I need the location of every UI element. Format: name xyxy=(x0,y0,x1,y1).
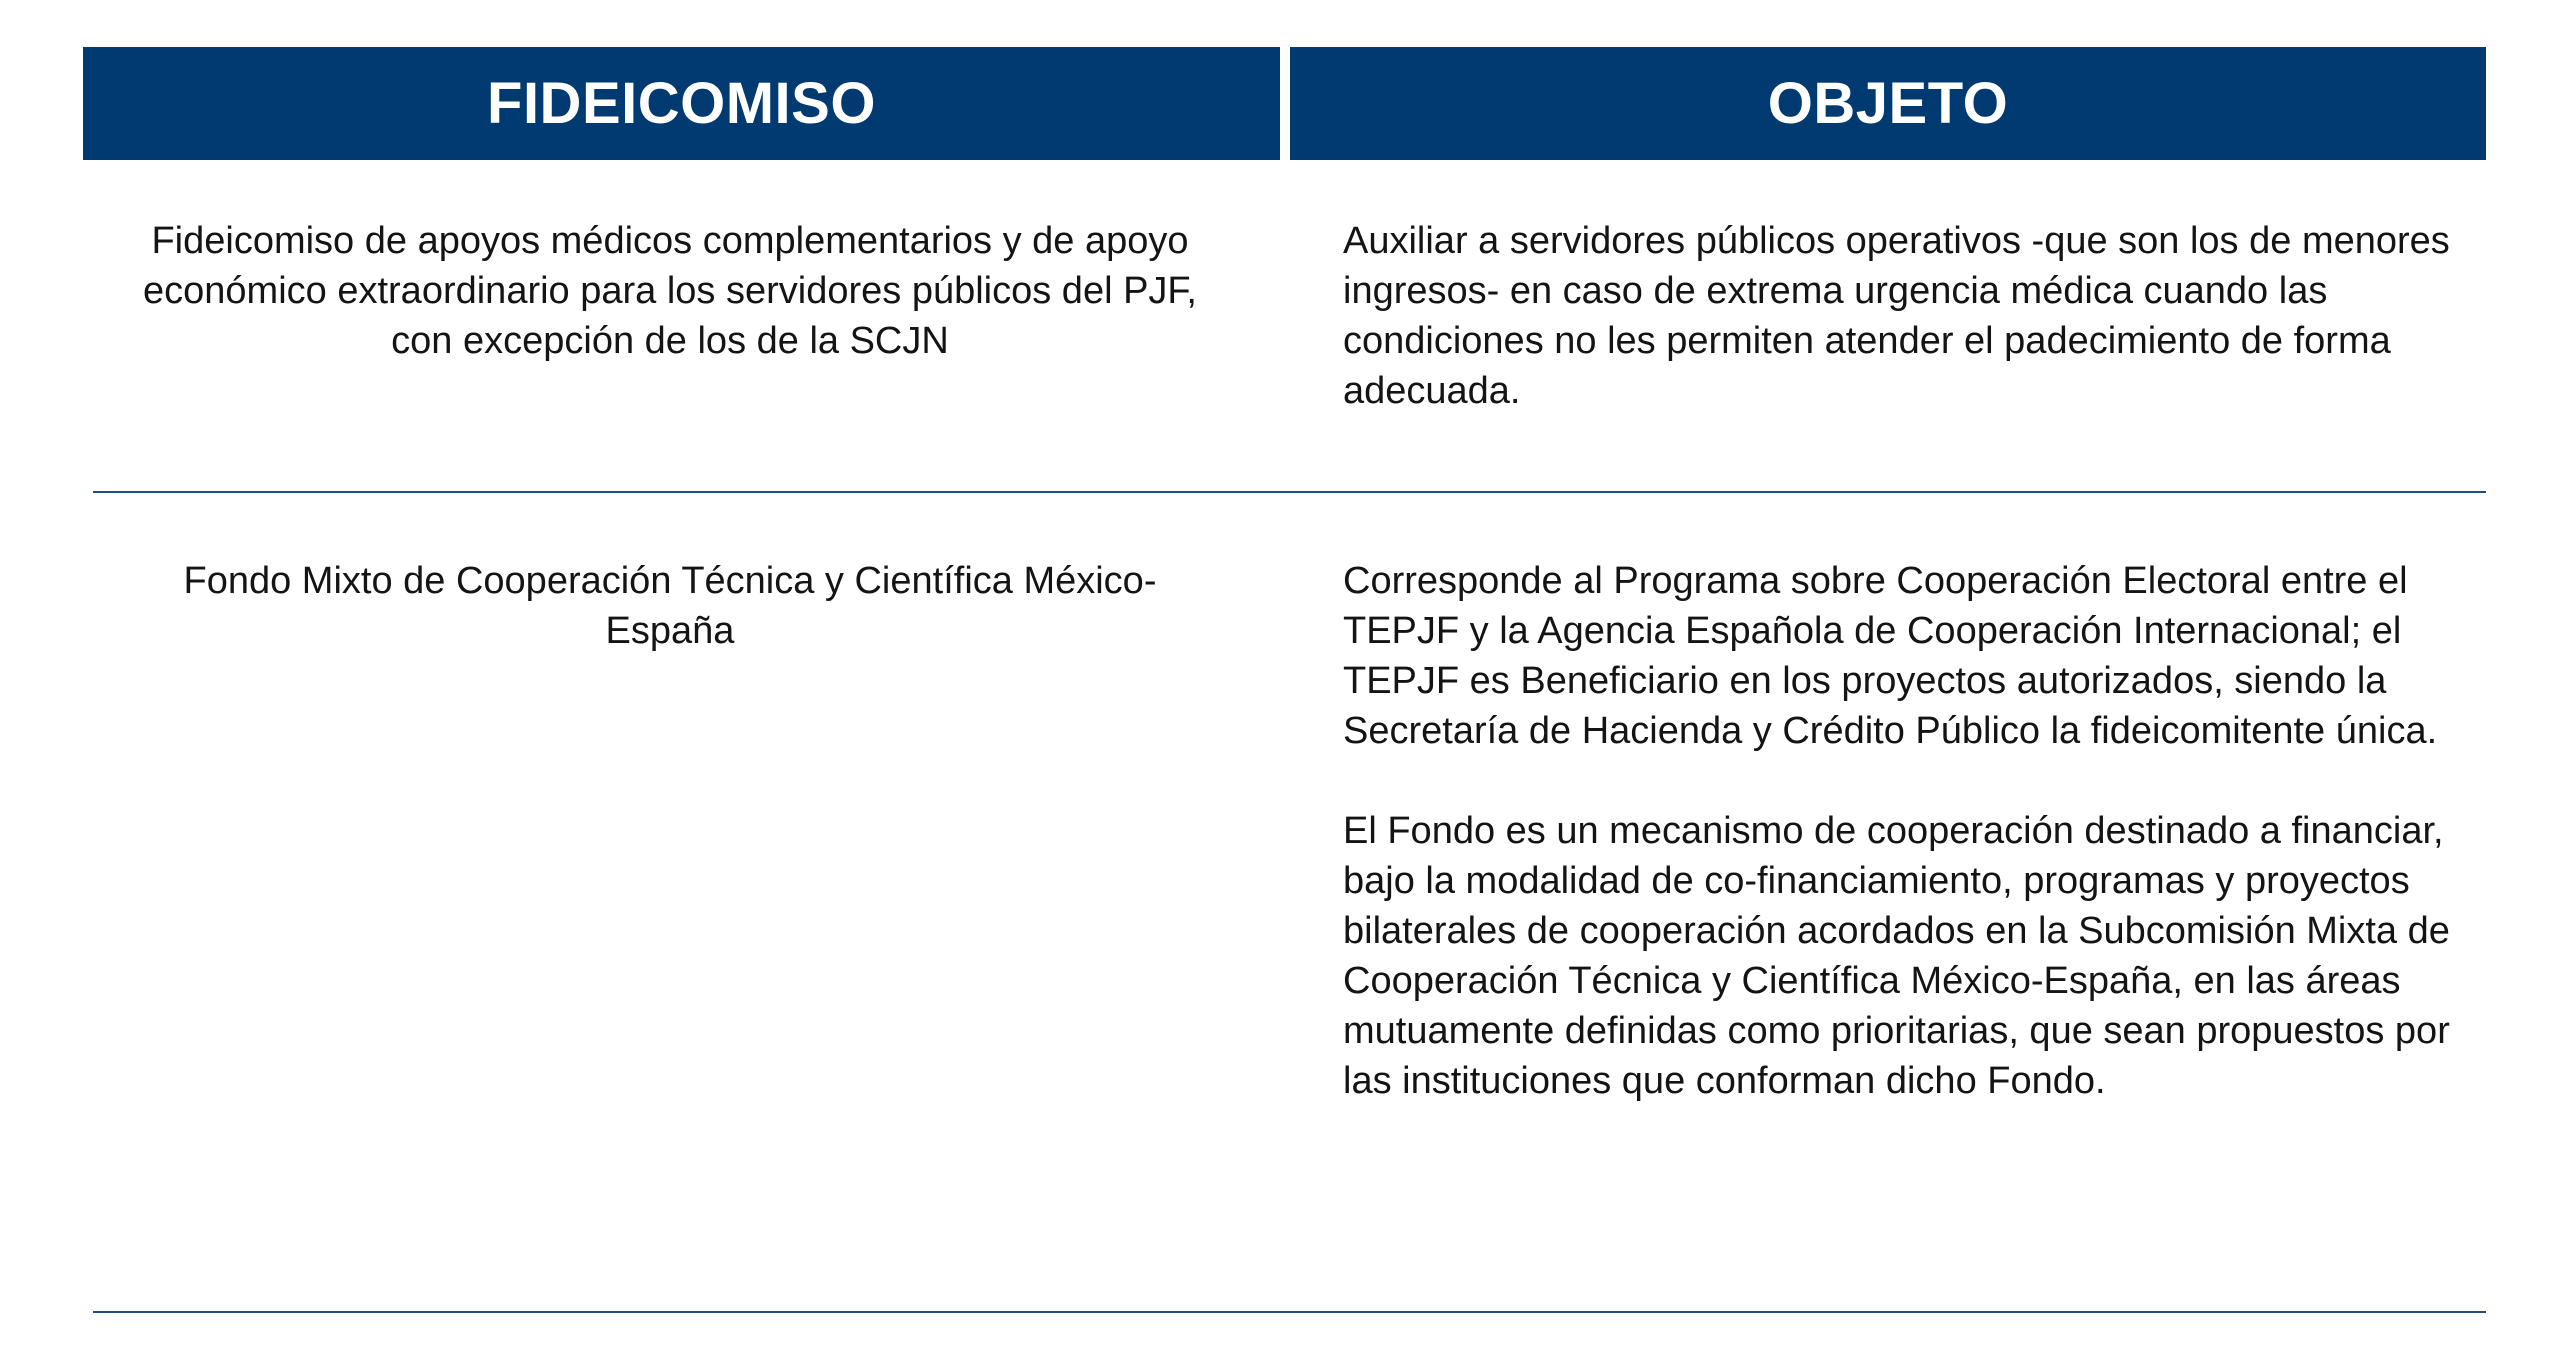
row-1-objeto-cell xyxy=(1343,216,2453,416)
row-divider xyxy=(93,491,2486,493)
row-2-objeto-cell xyxy=(1343,556,2453,1106)
objeto-paragraph: Auxiliar a servidores públicos operativos -que son los de menores ingresos- en caso de extrema urgencia médica cuando las condiciones no les permiten atender el padecimiento de forma adecuada. xyxy=(1343,220,2450,412)
column-header-fideicomiso xyxy=(83,47,1280,160)
column-header-objeto xyxy=(1290,47,2486,160)
row-1-fideicomiso-cell xyxy=(140,216,1200,366)
objeto-paragraph: Corresponde al Programa sobre Cooperación Electoral entre el TEPJF y la Agencia Española de Cooperación Internacional; el TEPJF es Beneficiario en los proyectos autorizados, siendo la Secretaría de Hacienda y Crédito Público la fideicomitente única. xyxy=(1343,560,2438,752)
row-2-fideicomiso-cell xyxy=(140,556,1200,656)
row-divider xyxy=(93,1311,2486,1313)
objeto-paragraph: El Fondo es un mecanismo de cooperación destinado a financiar, bajo la modalidad de co-financiamiento, programas y proyectos bilaterales de cooperación acordados en la Subcomisión Mixta de Cooperación Técnica y Científica México-España, en las áreas mutuamente definidas como prioritarias, que sean propuestos por las instituciones que conforman dicho Fondo. xyxy=(1343,810,2450,1102)
column-header-label: OBJETO xyxy=(1767,71,2009,136)
fideicomiso-name: Fondo Mixto de Cooperación Técnica y Científica México-España xyxy=(183,560,1157,652)
fideicomiso-name: Fideicomiso de apoyos médicos complementarios y de apoyo económico extraordinario para los servidores públicos del PJF, con excepción de los de la SCJN xyxy=(143,220,1197,362)
column-header-label: FIDEICOMISO xyxy=(487,71,876,136)
